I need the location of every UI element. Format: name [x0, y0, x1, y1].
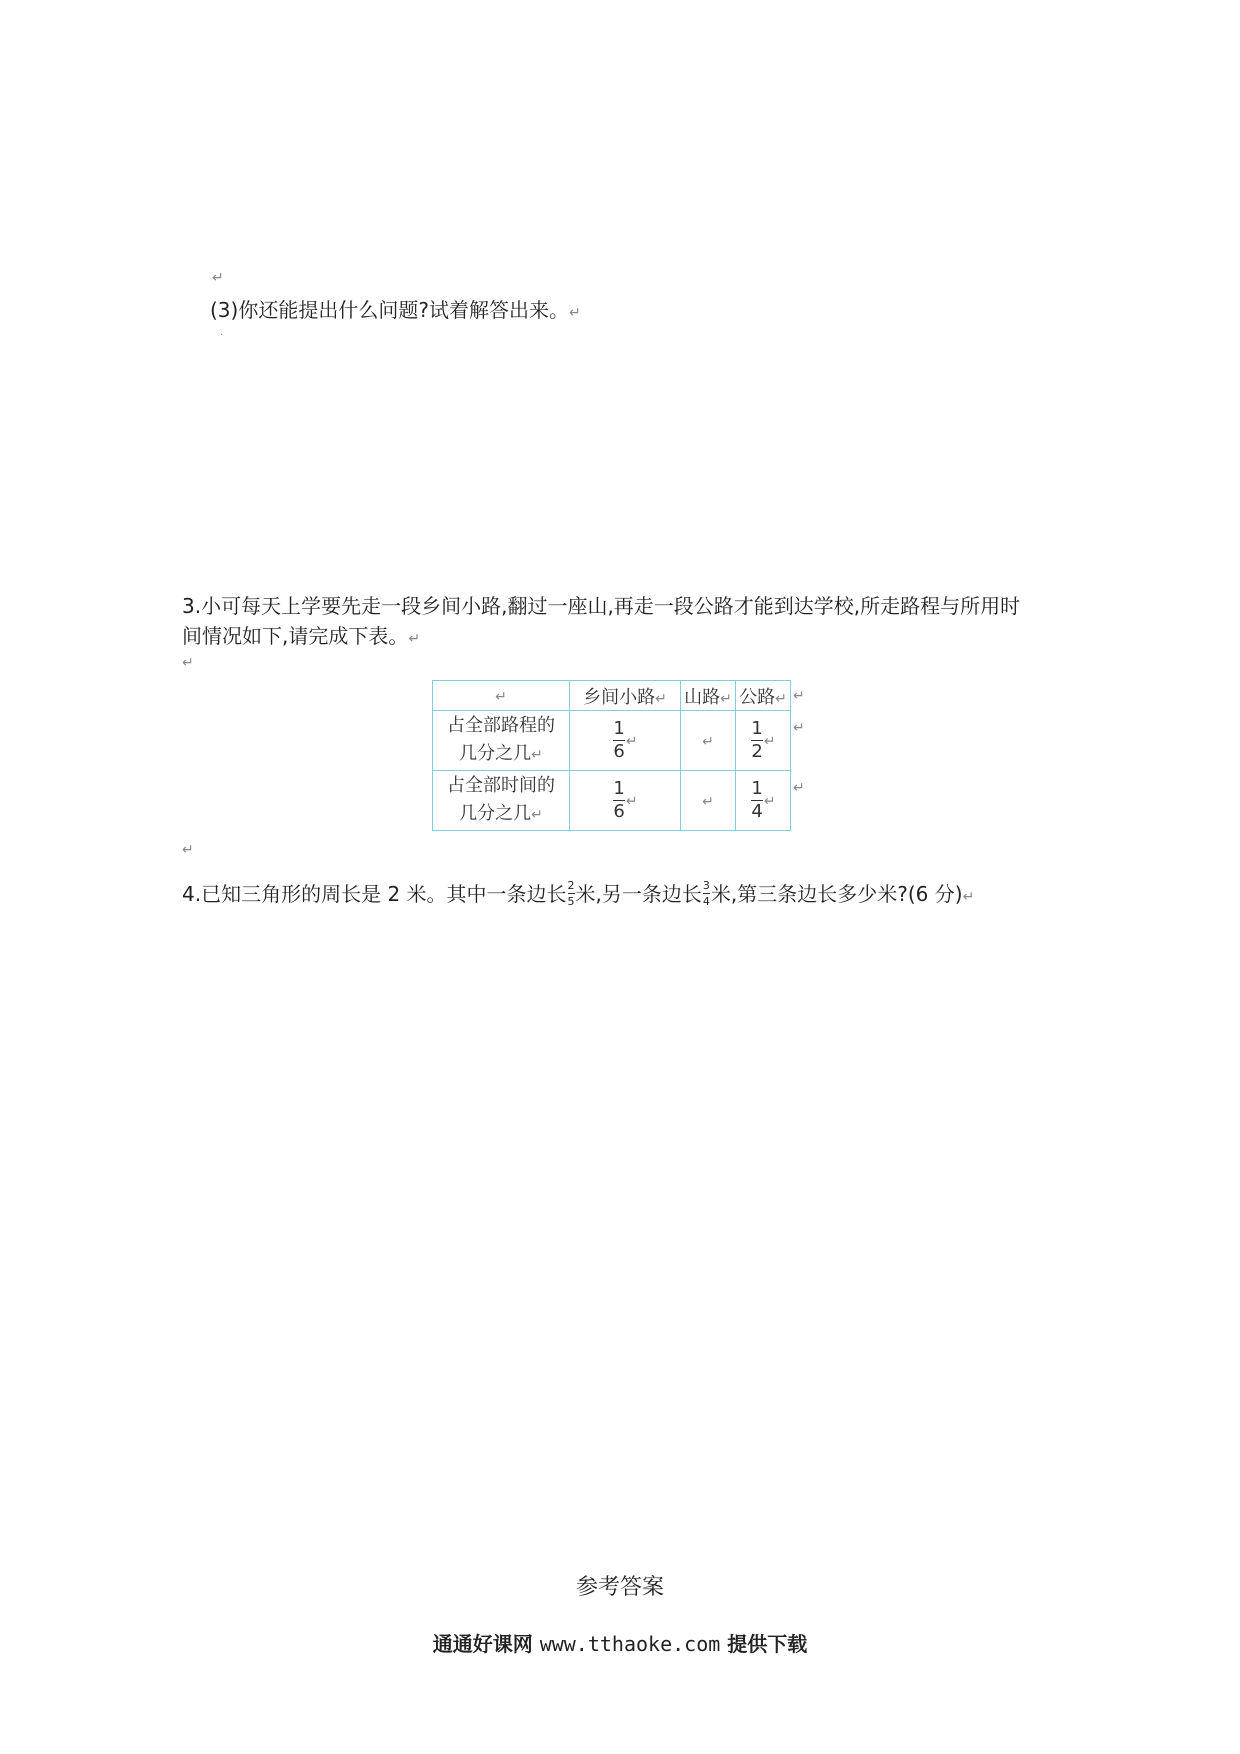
cell-mountain-blank: ↵ — [681, 771, 736, 831]
table-row — [433, 711, 791, 771]
cell-mountain-blank: ↵ — [681, 711, 736, 771]
footer-suffix: 提供下载 — [727, 1632, 808, 1656]
fraction: $\frac{1}{6}$ — [613, 778, 625, 822]
answer-section-title: 参考答案 — [575, 1575, 664, 1600]
footer-url[interactable]: www.tthaoke.com — [539, 1632, 721, 1656]
paragraph-mark: ↵ — [408, 631, 421, 647]
question-text: (3)你还能提出什么问题?试着解答出来。 — [210, 298, 569, 322]
footer-brand: 通通好课网 — [432, 1632, 533, 1656]
cell-highway: $\frac{1}{2}$ ↵ — [736, 711, 791, 771]
paragraph-mark: ↵ — [568, 305, 581, 321]
question-4: 4.已知三角形的周长是 2 米。其中一条边长 $\frac{2}{5}$ 米,另一条边长 $\frac{3}{4}$ 米,第三条边长多少米?(6 分)↵ — [182, 879, 975, 908]
fraction: $\frac{2}{5}$ — [567, 879, 575, 908]
distance-time-table — [432, 680, 791, 831]
question-3-line-2 — [182, 622, 420, 653]
table-header-row — [433, 681, 791, 711]
table-row — [433, 771, 791, 831]
header-cell-mountain: 山路↵ — [681, 681, 736, 711]
fraction: $\frac{1}{4}$ — [751, 778, 763, 822]
question-3-line-1: 3.小可每天上学要先走一段乡间小路,翻过一座山,再走一段公路才能到达学校,所走路程与所用时 — [182, 594, 1021, 618]
row-label: 占全部路程的 几分之几↵ — [433, 711, 570, 771]
fraction: $\frac{1}{2}$ — [751, 718, 763, 762]
cell-rural: $\frac{1}{6}$ ↵ — [570, 711, 681, 771]
paragraph-mark: ↵ — [182, 842, 194, 858]
question-text: 间情况如下,请完成下表。 — [182, 624, 409, 648]
paragraph-mark: ↵ — [212, 270, 224, 286]
paragraph-mark: ↵ — [793, 688, 805, 704]
cell-highway: $\frac{1}{4}$ ↵ — [736, 771, 791, 831]
header-cell-empty: ↵ — [433, 681, 570, 711]
question-2-part-3 — [210, 296, 581, 327]
cell-rural: $\frac{1}{6}$ ↵ — [570, 771, 681, 831]
question-text: 4.已知三角形的周长是 2 米。其中一条边长 — [182, 882, 567, 906]
paragraph-mark: ↵ — [962, 889, 975, 905]
header-cell-rural: 乡间小路↵ — [570, 681, 681, 711]
paragraph-mark: ↵ — [793, 720, 805, 736]
dot-mark: · — [220, 330, 224, 341]
paragraph-mark: ↵ — [182, 655, 194, 671]
row-label: 占全部时间的 几分之几↵ — [433, 771, 570, 831]
page-footer — [0, 1628, 1240, 1657]
fraction: $\frac{1}{6}$ — [613, 718, 625, 762]
header-cell-highway: 公路↵ — [736, 681, 791, 711]
fraction: $\frac{3}{4}$ — [702, 879, 710, 908]
paragraph-mark: ↵ — [793, 780, 805, 796]
